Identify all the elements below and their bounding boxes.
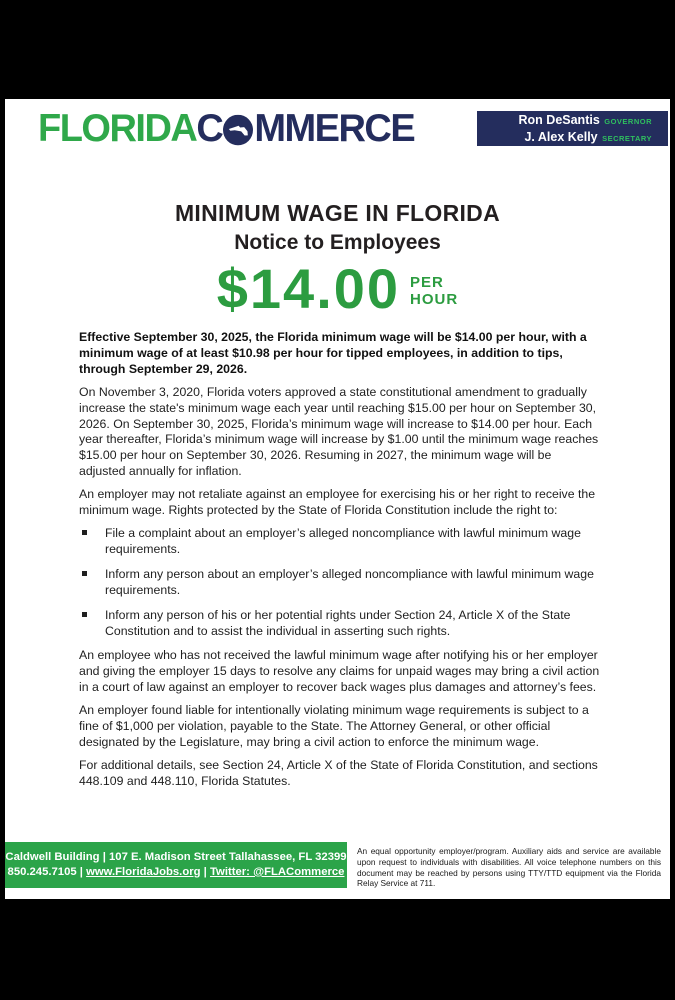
list-item xyxy=(79,608,601,640)
logo-florida-text: FLORIDA xyxy=(38,107,197,151)
paragraph-amendment: On November 3, 2020, Florida voters approved a state constitutional amendment to gradually increase the state's minimum wage each year until reaching $15.00 per hour on September 30, 2026. On September 30, 2025, Florida’s minimum wage will increase to $14.00 per hour. Each year thereafter, Florida’s minimum wage will increase by $1.00 until the minimum wage reaches $15.00 per hour on September 30, 2026. Resuming in 2027, the minimum wage will be adjusted annually for inflation. xyxy=(79,384,599,479)
page-title: MINIMUM WAGE IN FLORIDA xyxy=(174,200,501,226)
paragraph-effective-date: Effective September 30, 2025, the Florida minimum wage will be $14.00 per hour, with a minimum wage of at least $10.98 per hour for tipped employees, in addition to tips, through September 29, 2026. xyxy=(79,330,587,376)
square-bullet-icon xyxy=(82,530,87,535)
list-item-text: File a complaint about an employer’s alleged noncompliance with lawful minimum wage requirements. xyxy=(105,525,581,556)
square-bullet-icon xyxy=(82,612,87,617)
page-subtitle: Notice to Employees xyxy=(234,231,441,254)
logo-commerce-c: C xyxy=(196,107,223,151)
footer-address-line: Caldwell Building | 107 E. Madison Street Tallahassee, FL 32399 xyxy=(5,851,347,863)
secretary-line xyxy=(524,130,652,145)
rights-list xyxy=(79,526,601,639)
per-label: PER xyxy=(410,274,444,291)
hour-label: HOUR xyxy=(410,291,459,308)
floridajobs-link[interactable]: www.FloridaJobs.org xyxy=(86,866,201,878)
governor-line xyxy=(519,113,652,128)
equal-opportunity-disclaimer: An equal opportunity employer/program. Auxiliary aids and service are available upon request to individuals with disabilities. All voice telephone numbers on this document may be reached by persons using TTY/TTD equipment via the Florida Relay Service at 711. xyxy=(357,846,661,889)
list-item xyxy=(79,567,601,599)
logo-commerce-rest: MMERCE xyxy=(254,107,415,151)
floridacommerce-logo xyxy=(38,107,414,152)
footer-phone: 850.245.7105 | xyxy=(7,866,87,878)
list-item-text: Inform any person of his or her potential rights under Section 24, Article X of the State Constitution and to assist the individual in asserting such rights. xyxy=(105,607,571,638)
paragraph-civil-action: An employee who has not received the lawful minimum wage after notifying his or her employer and giving the employer 15 days to resolve any claims for unpaid wages may bring a civil action in a court of law against an employer to recover back wages plus damages and attorney’s fees. xyxy=(79,648,600,695)
governor-title: GOVERNOR xyxy=(604,116,652,126)
notice-body xyxy=(79,330,601,797)
document-page xyxy=(5,99,670,899)
paragraph-retaliation: An employer may not retaliate against an employee for exercising his or her right to receive the minimum wage. Rights protected by the State of Florida Constitution include the right to: xyxy=(79,487,596,518)
secretary-title: SECRETARY xyxy=(602,133,652,143)
wage-amount: $14.00 xyxy=(216,257,401,320)
title-block xyxy=(5,200,670,320)
square-bullet-icon xyxy=(82,571,87,576)
wage-amount-row xyxy=(5,257,670,320)
officials-box xyxy=(477,111,668,146)
list-item xyxy=(79,526,601,558)
per-hour-label xyxy=(410,270,458,308)
list-item-text: Inform any person about an employer’s alleged noncompliance with lawful minimum wage requirements. xyxy=(105,566,594,597)
footer-contact-line xyxy=(8,865,345,880)
florida-map-icon xyxy=(223,115,253,146)
footer-separator: | xyxy=(200,866,210,878)
twitter-link[interactable]: Twitter: @FLACommerce xyxy=(209,866,345,878)
secretary-name: J. Alex Kelly xyxy=(524,129,598,144)
footer-address-bar xyxy=(5,842,347,888)
governor-name: Ron DeSantis xyxy=(518,112,600,127)
paragraph-fine: An employer found liable for intentionally violating minimum wage requirements is subject to a fine of $1,000 per violation, payable to the State. The Attorney General, or other official designated by the Legislature, may bring a civil action to enforce the minimum wage. xyxy=(79,703,589,749)
paragraph-additional-details: For additional details, see Section 24, Article X of the State of Florida Constitution, and sections 448.109 and 448.110, Florida Statutes. xyxy=(79,757,598,788)
